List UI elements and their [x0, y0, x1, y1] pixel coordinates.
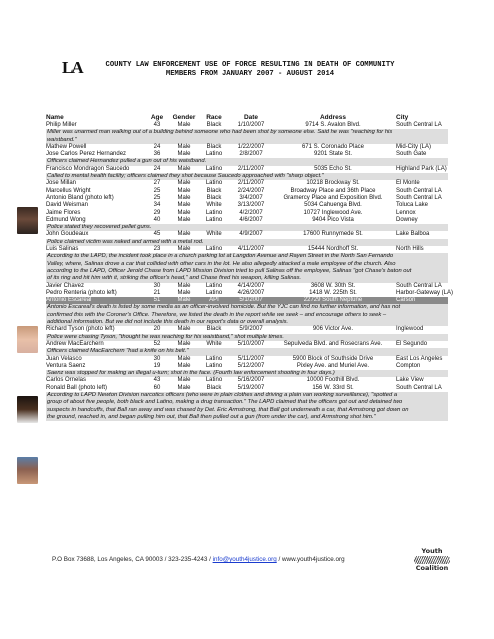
cell-date: 1/22/2007 [237, 143, 265, 150]
cell-name: Juan Velasco [46, 355, 82, 362]
incident-note: Police were chasing Tyson, "thought he was reaching for his waistband," shot multiple times. [46, 334, 448, 341]
cell-address: 3608 W. 30th St. [310, 282, 356, 289]
cell-age: 52 [153, 340, 161, 347]
cell-race: White [206, 231, 222, 238]
cell-name: David Weisman [46, 202, 88, 209]
cell-gender: Male [177, 355, 191, 362]
table-row [46, 202, 448, 209]
incident-note: waistband." [46, 137, 448, 144]
cell-city: Lennox [396, 209, 416, 216]
cell-address: 10218 Brockway St. [306, 180, 360, 187]
cell-name: Jose Millan [46, 180, 77, 187]
incident-note: Police stated they recovered pellet guns. [46, 224, 448, 231]
cell-name: Javier Chavez [46, 282, 85, 289]
cell-date: 5/19/2007 [237, 384, 265, 391]
photo-richard-tyson [17, 396, 38, 423]
cell-address: 5034 Cahuenga Blvd. [304, 202, 362, 209]
cell-date: 4/11/2007 [237, 246, 265, 253]
cell-age: 43 [153, 122, 161, 128]
cell-gender: Male [177, 340, 191, 347]
table-row [46, 188, 448, 195]
incident-note: additional information. But we did not include this death in our report's data or overall analysis. [46, 319, 448, 326]
cell-city: South Central LA [396, 282, 442, 289]
cell-race: Black [206, 326, 222, 333]
cell-gender: Male [177, 143, 191, 150]
cell-address: 9714 S. Avalon Blvd. [305, 122, 361, 128]
cell-date: 5/9/2007 [239, 326, 263, 333]
cell-race: Latino [205, 180, 223, 187]
header-race: Race [206, 114, 222, 121]
incident-note: according to the LAPD, Officer Jerold Chase from LAPD Mission Division tried to pull Salinas off the employee, Salinas "got Chase's baton out [46, 268, 448, 275]
cell-name: John Goudeaux [46, 231, 89, 238]
table-row [46, 246, 448, 253]
table-row [46, 341, 448, 348]
header-name: Name [46, 114, 64, 121]
youth-coalition-logo [412, 548, 452, 570]
cell-address: 671 S. Coronado Place [301, 143, 365, 150]
table-row [46, 326, 448, 333]
cell-race: Latino [205, 355, 223, 362]
cell-date: 5/11/2007 [237, 355, 265, 362]
cell-address: 17600 Runnymede St. [303, 231, 363, 238]
table-body [46, 122, 454, 421]
cell-city: South Gate [396, 151, 427, 158]
table-row [46, 195, 448, 202]
table-row [46, 144, 448, 151]
cell-date: 5/1/2007 [239, 297, 263, 304]
cell-gender: Male [177, 165, 191, 172]
cell-city: Lake View [396, 377, 424, 384]
incident-note: Called to mental health facility; officers claimed they shot because Saucedo approached with "sharp object." [46, 173, 448, 180]
cell-address: 10727 Inglewood Ave. [303, 209, 363, 216]
cell-name: Ventura Saenz [46, 362, 86, 369]
cell-name: Richard Tyson (photo left) [46, 326, 115, 333]
cell-race: Latino [205, 246, 223, 253]
cell-gender: Male [177, 231, 191, 238]
cell-city: El Segundo [396, 340, 428, 347]
incident-note: Officers claimed MacEarchern "had a knife on his belt." [46, 348, 448, 355]
cell-date: 4/14/2007 [237, 282, 265, 289]
cell-gender: Male [177, 151, 191, 158]
cell-age: 36 [153, 151, 161, 158]
cell-race: White [206, 202, 222, 209]
cell-race: API [209, 297, 219, 304]
table-row [46, 151, 448, 158]
photo-pedro-renteria [17, 326, 38, 353]
cell-date: 4/26/2007 [237, 289, 265, 296]
brand-line-2: Coalition [415, 564, 449, 572]
footer-email-link[interactable]: info@youth4justice.org [212, 556, 277, 563]
cell-gender: Male [177, 362, 191, 369]
cell-name: Marcellus Wright [46, 187, 91, 194]
cell-gender: Male [177, 194, 191, 201]
cell-address: 906 Victor Ave. [312, 326, 354, 333]
cell-city: Mid-City (LA) [396, 143, 432, 150]
cell-city: Carson [396, 297, 416, 304]
cell-race: Black [206, 143, 222, 150]
cell-name: Jaime Flores [46, 209, 81, 216]
cell-address: 22729 South Neptune [303, 297, 363, 304]
cell-age: 30 [153, 355, 161, 362]
cell-gender: Male [177, 202, 191, 209]
cell-race: Latino [205, 377, 223, 384]
cell-age: 24 [153, 143, 161, 150]
cell-city: South Central LA [396, 194, 442, 201]
cell-city: South Central LA [396, 122, 442, 128]
cell-gender: Male [177, 122, 191, 128]
document-title [80, 61, 420, 79]
cell-address: Broadway Place and 36th Place [290, 187, 376, 194]
cell-race: Latino [205, 209, 223, 216]
incident-note: of its ring and hit him with it, striking the officer's head," and Chase fired his weapon, killing Salinas. [46, 275, 448, 282]
table-row [46, 289, 454, 297]
cell-name: Mathew Powell [46, 143, 87, 150]
cell-age: 24 [153, 165, 161, 172]
header-address: Address [319, 114, 346, 121]
incident-note: According to the LAPD, the incident took place in a church parking lot at Langdon Avenue and Rayen Street in the North San Fernando [46, 253, 448, 260]
cell-age: 34 [153, 202, 161, 209]
cell-gender: Male [177, 282, 191, 289]
cell-name: Francisco Mondragon Saucedo [46, 165, 130, 172]
cell-gender: Male [177, 216, 191, 223]
cell-age: 25 [153, 194, 161, 201]
cell-gender: Male [177, 326, 191, 333]
footer-website: / www.youth4justice.org [276, 556, 345, 563]
cell-date: 2/8/2007 [239, 151, 263, 158]
incident-note: According to LAPD Newton Division narcotics officers (who were in plain clothes and driving a plain van working surveillance), "spotted a [46, 392, 448, 399]
cell-city: Lake Balboa [396, 231, 430, 238]
cell-race: Black [206, 194, 222, 201]
incident-note: confirmed this with the Coroner's Office. Therefore, we listed the death in the report while we seek – and encourage others to seek – [46, 312, 448, 319]
table-row [46, 166, 448, 173]
title-line-2: MEMBERS FROM JANUARY 2007 - AUGUST 2014 [165, 70, 335, 78]
brand-scribble-graphic [414, 556, 450, 564]
cell-date: 3/4/2007 [239, 194, 263, 201]
cell-age: 19 [153, 362, 161, 369]
incident-note: group of about five people, both black and Latino, making a drug transaction." The LAPD claimed that the officers got out and detained two [46, 399, 448, 406]
cell-name: Pedro Renteria (photo left) [46, 289, 117, 296]
cell-gender: Male [177, 384, 191, 391]
cell-date: 4/9/2007 [239, 231, 263, 238]
cell-name: Ronald Ball (photo left) [46, 384, 108, 391]
cell-city: North Hills [396, 246, 424, 253]
cell-city: South Central LA [396, 187, 442, 194]
cell-city: Toluca Lake [396, 202, 429, 209]
cell-gender: Male [177, 180, 191, 187]
photo-antonio-bland [17, 207, 38, 234]
cell-gender: Male [177, 377, 191, 384]
cell-city: East Los Angeles [396, 355, 443, 362]
cell-name: Antonio Bland (photo left) [46, 194, 114, 201]
incident-note: Saenz was stopped for making an illegal u-turn; shot in the face. (Fourth law enforcement shooting in four days.) [46, 370, 448, 377]
cell-name: Jose Carlos Perez Hernandez [46, 151, 127, 158]
cell-address: Gramercy Place and Exposition Blvd. [283, 194, 383, 201]
cell-name: Antonio Escareal [46, 297, 92, 304]
table-row [46, 180, 448, 187]
cell-age: 23 [153, 246, 161, 253]
cell-age: 51 [153, 297, 161, 304]
la-county-logo: LA [62, 58, 82, 77]
cell-gender: Male [177, 246, 191, 253]
cell-city: Compton [396, 362, 421, 369]
cell-address: 5035 Echo St. [314, 165, 352, 172]
cell-date: 5/16/2007 [237, 377, 265, 384]
cell-race: Latino [205, 216, 223, 223]
cell-date: 4/2/2007 [239, 209, 263, 216]
cell-gender: Male [177, 187, 191, 194]
table-row [46, 283, 448, 290]
header-date: Date [243, 114, 259, 121]
table-row [46, 385, 448, 392]
cell-address: Pixley Ave. and Muriel Ave. [296, 362, 370, 369]
cell-age: 21 [153, 289, 161, 296]
cell-city: Harbor-Gateway (LA) [396, 289, 454, 296]
cell-race: Black [206, 122, 222, 128]
cell-date: 4/6/2007 [239, 216, 263, 223]
cell-race: Latino [205, 289, 223, 296]
cell-age: 20 [153, 326, 161, 333]
cell-address: 15444 Nordhoff St. [307, 246, 359, 253]
cell-address: 9201 State St. [313, 151, 353, 158]
cell-city: Downey [396, 216, 418, 223]
cell-address: 1418 W. 225th St. [309, 289, 357, 296]
cell-city: El Monte [396, 180, 420, 187]
cell-age: 27 [153, 180, 161, 187]
table-row [46, 356, 448, 363]
cell-name: Edmund Wong [46, 216, 86, 223]
table-header [46, 114, 448, 122]
table-row [46, 210, 448, 217]
incident-note: Miller was unarmed man walking out of a building behind someone who had been shot by someone else. Said he was "reaching for his [46, 129, 448, 136]
cell-name: Philip Miller [46, 122, 77, 128]
cell-address: 10000 Foothill Blvd. [306, 377, 360, 384]
cell-race: White [206, 340, 222, 347]
photo-ronald-ball [17, 457, 38, 484]
cell-race: Black [206, 384, 222, 391]
cell-address: Sepulveda Blvd. and Rosecrans Ave. [283, 340, 383, 347]
cell-age: 40 [153, 216, 161, 223]
cell-city: Inglewood [396, 326, 424, 333]
incident-table [46, 114, 454, 421]
cell-date: 2/11/2007 [237, 165, 265, 172]
cell-age: 43 [153, 377, 161, 384]
cell-race: Latino [205, 151, 223, 158]
cell-age: 60 [153, 384, 161, 391]
cell-age: 25 [153, 187, 161, 194]
header-age: Age [150, 114, 164, 121]
cell-race: Latino [205, 165, 223, 172]
header-gender: Gender [172, 114, 196, 121]
header-city: City [396, 114, 409, 121]
cell-race: Black [206, 187, 222, 194]
title-line-1: COUNTY LAW ENFORCEMENT USE OF FORCE RESULTING IN DEATH OF COMMUNITY [105, 61, 395, 69]
footer-address: P.O Box 73688, Los Angeles, CA 90003 / 323-235-4243 / [52, 556, 213, 563]
cell-address: 5900 Block of Southside Drive [292, 355, 374, 362]
table-row [46, 363, 448, 370]
cell-age: 45 [153, 231, 161, 238]
table-row [46, 377, 448, 384]
table-row [46, 231, 448, 238]
footer [52, 556, 345, 563]
table-row-highlighted [46, 297, 448, 304]
cell-date: 1/10/2007 [237, 122, 265, 128]
cell-address: 9404 Pico Vista [312, 216, 354, 223]
incident-note: Valley, where, Salinas drove a car that collided with other cars in the lot. He also allegedly attacked a male employee of the church. Also [46, 261, 448, 268]
cell-age: 29 [153, 209, 161, 216]
incident-note: the ground, reached in, and began pulling him out, that Ball then pulled out a gun (from under the car), and Armstrong shot him." [46, 414, 448, 421]
incident-note: suspects in handcuffs, that Ball ran away and was chased by Det. Eric Armstrong, that Ball got underneath a car, that Armstrong got down on [46, 407, 448, 414]
cell-age: 30 [153, 282, 161, 289]
incident-note: Officers claimed Hernandez pulled a gun out of his waistband. [46, 158, 448, 165]
cell-date: 5/10/2007 [237, 340, 265, 347]
table-row [46, 217, 448, 224]
cell-date: 2/11/2007 [237, 180, 265, 187]
cell-name: Luis Salinas [46, 246, 79, 253]
incident-note: Police claimed victim was naked and armed with a metal rod. [46, 239, 448, 246]
cell-name: Carlos Ornelas [46, 377, 87, 384]
cell-gender: Male [177, 209, 191, 216]
cell-race: Latino [205, 282, 223, 289]
cell-date: 3/13/2007 [237, 202, 265, 209]
cell-date: 5/12/2007 [237, 362, 265, 369]
cell-city: Highland Park (LA) [396, 165, 447, 172]
cell-name: Andrew MacEarchern [46, 340, 104, 347]
cell-gender: Male [177, 297, 191, 304]
brand-line-1: Youth [421, 547, 443, 555]
cell-race: Latino [205, 362, 223, 369]
cell-gender: Male [177, 289, 191, 296]
cell-city: South Central LA [396, 384, 442, 391]
incident-note: Antonio Escareal's death is listed by some media as an officer-involved homicide. But the YJC can find no further information, and has not [46, 304, 448, 311]
cell-address: 156 W. 33rd St. [312, 384, 354, 391]
table-row [46, 122, 448, 129]
cell-date: 2/24/2007 [237, 187, 265, 194]
